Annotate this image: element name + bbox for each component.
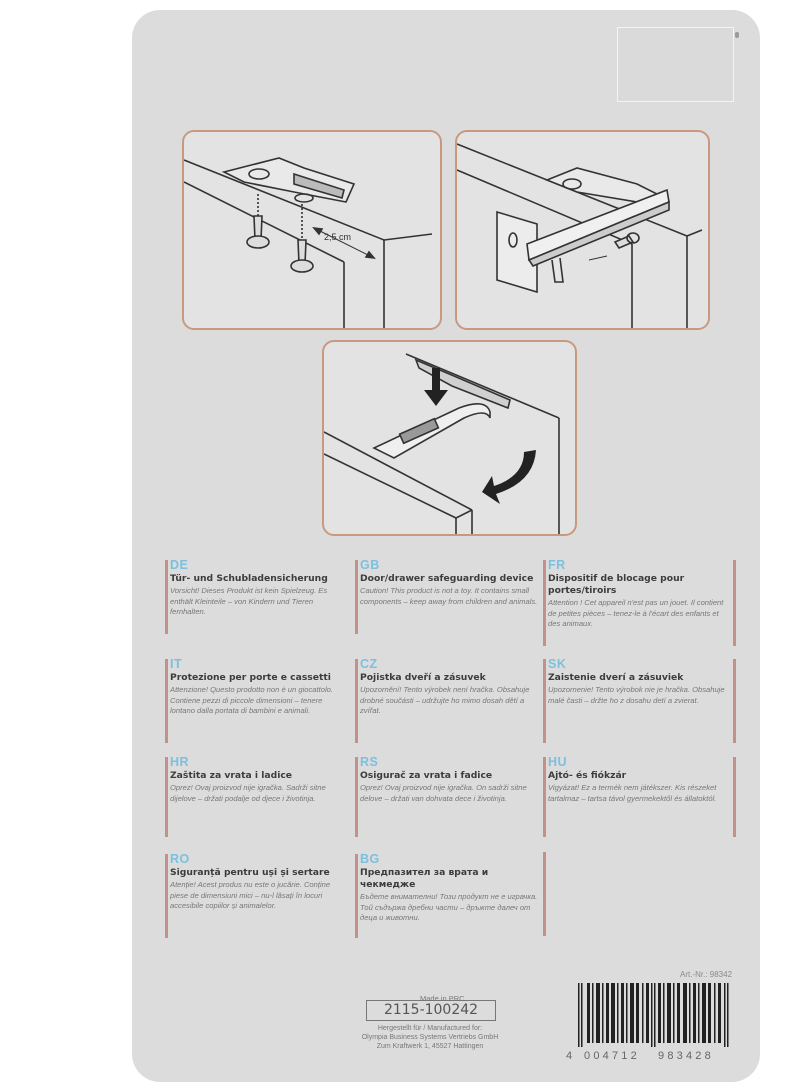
- manufacturer-info: [340, 1024, 520, 1051]
- lang-code: CZ: [360, 657, 378, 671]
- divider-line: [165, 757, 168, 837]
- article-number: Art.-Nr.: 98342: [680, 970, 733, 979]
- lang-block-hu: [548, 755, 726, 804]
- lang-code: RO: [170, 852, 190, 866]
- lang-body: Vigyázat! Ez a termék nem játékszer. Kis részeket tartalmaz – tartsa távol gyermekektől és állatoktól.: [548, 783, 717, 803]
- hang-tab-window: [617, 27, 734, 102]
- batch-code: 2115-100242: [366, 1000, 496, 1021]
- ean-barcode-icon: [576, 983, 736, 1047]
- lang-body: Caution! This product is not a toy. It contains small components – keep away from children and animals.: [360, 586, 538, 606]
- illustration-step-2: [455, 130, 710, 330]
- lang-body: Oprez! Ovaj proizvod nije igračka. Sadrži sitne dijelove – držati podalje od djece i životinja.: [170, 783, 326, 803]
- bracket-mounting-icon: [184, 132, 440, 328]
- divider-line: [543, 659, 546, 743]
- divider-line: [543, 560, 546, 646]
- divider-line: [355, 659, 358, 743]
- lang-title: Предпазител за врата и чекмедже: [360, 867, 489, 890]
- lang-code: RS: [360, 755, 379, 769]
- barcode-lead-digit: 4: [566, 1050, 576, 1062]
- lang-block-de: [170, 558, 348, 618]
- lang-body: Attention ! Cet appareil n'est pas un jouet. Il contient de petites pièces – tenez-le à l'écart des enfants et des animaux.: [548, 598, 724, 628]
- lang-title: Tür- und Schubladensicherung: [170, 573, 328, 584]
- latch-fixing-icon: [457, 132, 708, 328]
- divider-line: [165, 659, 168, 743]
- divider-line: [355, 757, 358, 837]
- barcode-left-digits: 004712: [584, 1050, 640, 1062]
- made-in-label: Made in PRC: [420, 994, 465, 1003]
- lang-code: GB: [360, 558, 380, 572]
- lang-code: FR: [548, 558, 566, 572]
- lang-title: Zaštita za vrata i ladice: [170, 770, 293, 781]
- divider-line: [733, 659, 736, 743]
- lang-block-it: [170, 657, 348, 717]
- press-and-close-icon: [324, 342, 575, 534]
- lang-block-ro: [170, 852, 348, 912]
- divider-line: [543, 852, 546, 936]
- barcode-right-digits: 983428: [658, 1050, 714, 1062]
- lang-title: Protezione per porte e cassetti: [170, 672, 331, 683]
- lang-title: Ajtó- és fiókzár: [548, 770, 627, 781]
- lang-body: Oprez! Ovaj proizvod nije igračka. On sadrži sitne delove – držati van dohvata dece i životinja.: [360, 783, 527, 803]
- lang-body: Upozornění! Tento výrobek není hračka. Obsahuje drobné součásti – udržujte ho mimo dosah dětí a zvířat.: [360, 685, 530, 715]
- lang-code: DE: [170, 558, 189, 572]
- divider-line: [733, 560, 736, 646]
- lang-block-cz: [360, 657, 538, 717]
- lang-block-gb: [360, 558, 538, 607]
- illustration-step-1: [182, 130, 442, 330]
- lang-block-sk: [548, 657, 726, 706]
- lang-block-rs: [360, 755, 538, 804]
- lang-code: IT: [170, 657, 183, 671]
- lang-body: Бъдете внимателни! Този продукт не е играчка. Той съдържа дребни части – дръжте далеч от деца и животни.: [360, 892, 538, 922]
- manufacturer-line: Hergestellt für / Manufactured for:: [377, 1025, 483, 1032]
- lang-title: Door/drawer safeguarding device: [360, 573, 534, 584]
- lang-block-bg: [360, 852, 538, 924]
- lang-title: Dispositif de blocage pour portes/tiroirs: [548, 573, 685, 596]
- lang-code: HR: [170, 755, 190, 769]
- lang-body: Upozornenie! Tento výrobok nie je hračka. Obsahuje malé časti – držte ho z dosahu detí a zvierat.: [548, 685, 725, 705]
- divider-line: [543, 757, 546, 837]
- illustration-step-3: [322, 340, 577, 536]
- divider-line: [355, 560, 358, 634]
- hang-hole-icon: [735, 32, 739, 38]
- lang-body: Vorsicht! Dieses Produkt ist kein Spielzeug. Es enthält Kleinteile – von Kindern und Tieren fernhalten.: [170, 586, 328, 616]
- lang-body: Atenție! Acest produs nu este o jucărie. Conține piese de dimensiuni mici – nu-l lăsați în locuri accesibile copiilor și animalelor.: [170, 880, 331, 910]
- lang-code: HU: [548, 755, 568, 769]
- divider-line: [165, 854, 168, 938]
- lang-code: BG: [360, 852, 380, 866]
- lang-body: Attenzione! Questo prodotto non è un giocattolo. Contiene pezzi di piccole dimensioni – tenere lontano dalla portata di bambini e animali.: [170, 685, 333, 715]
- lang-code: SK: [548, 657, 567, 671]
- divider-line: [733, 757, 736, 837]
- divider-line: [165, 560, 168, 634]
- manufacturer-line: Olympia Business Systems Vertriebs GmbH: [361, 1034, 499, 1041]
- lang-title: Osigurač za vrata i fadice: [360, 770, 493, 781]
- lang-block-hr: [170, 755, 348, 804]
- lang-block-fr: [548, 558, 726, 630]
- lang-title: Zaistenie dverí a zásuviek: [548, 672, 684, 683]
- svg-text:2,5 cm: 2,5 cm: [324, 232, 352, 242]
- lang-title: Pojistka dveří a zásuvek: [360, 672, 486, 683]
- lang-title: Siguranță pentru uși și sertare: [170, 867, 330, 878]
- manufacturer-line: Zum Kraftwerk 1, 45527 Hattingen: [376, 1043, 484, 1050]
- divider-line: [355, 854, 358, 938]
